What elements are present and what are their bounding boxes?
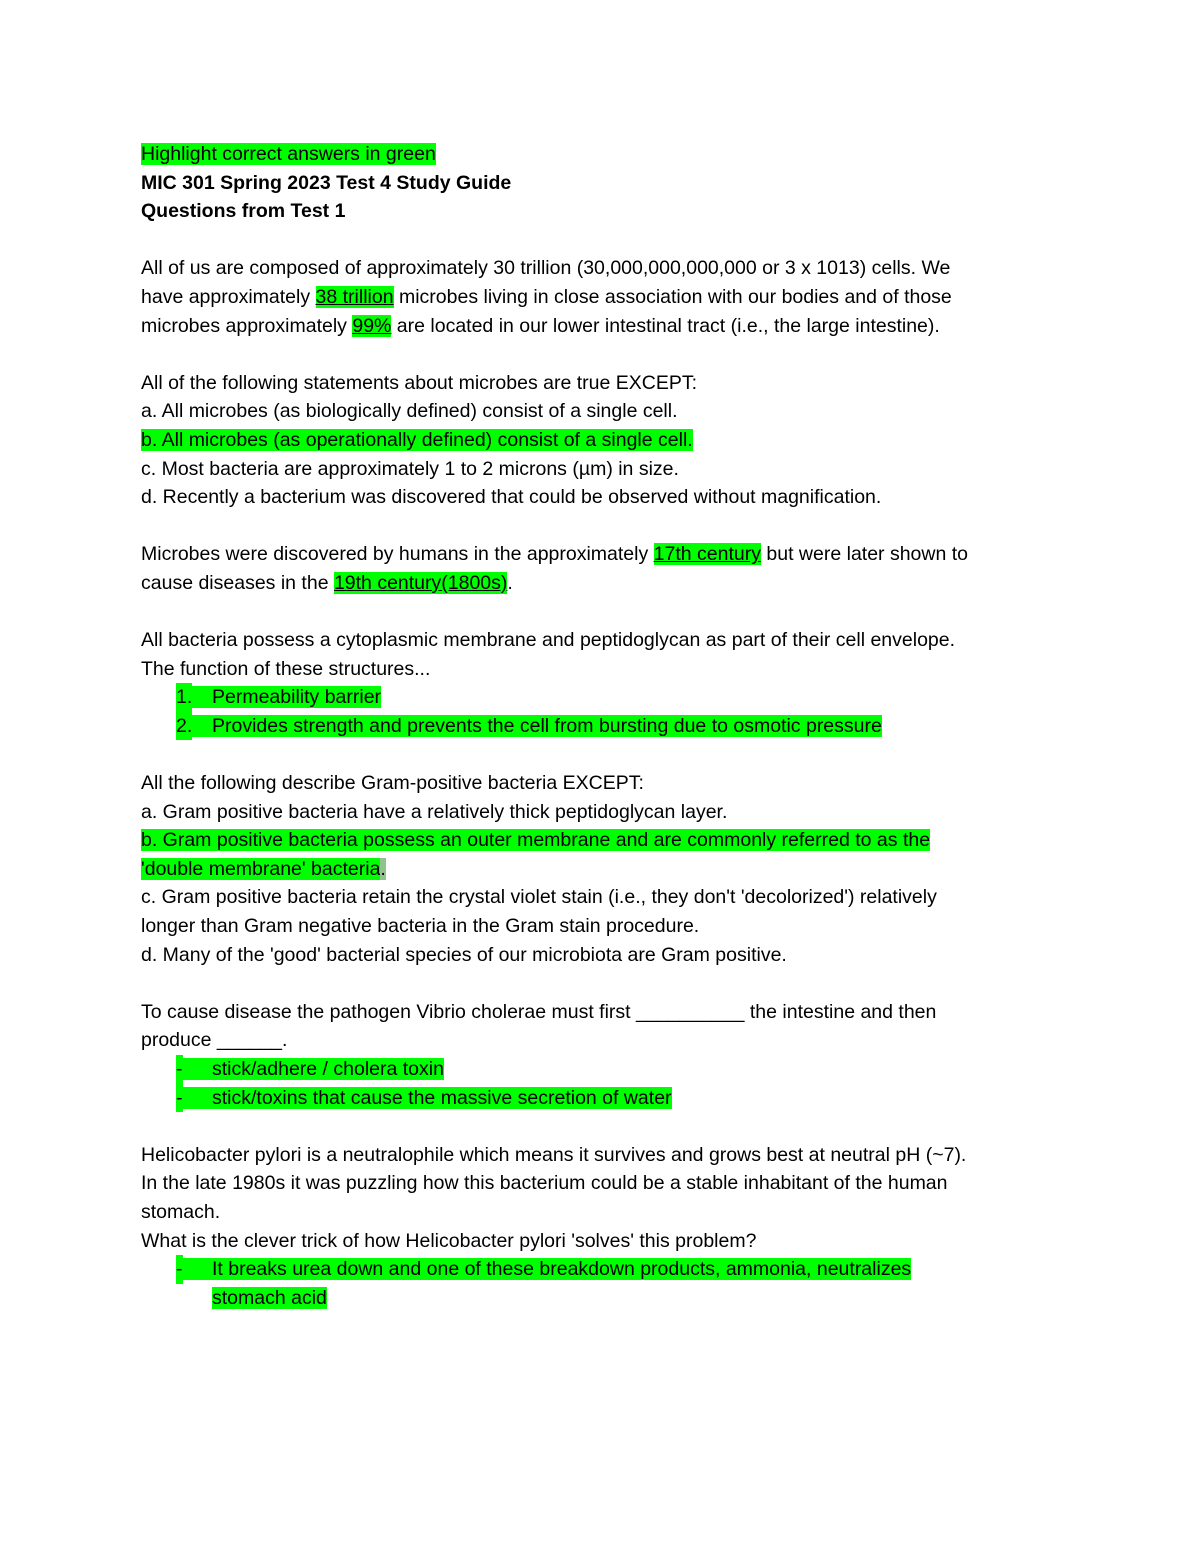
q5-option-b-line-1 [141, 826, 1060, 855]
q7-answer-continuation [141, 1284, 1060, 1313]
q5-option-c-line-1: c. Gram positive bacteria retain the crystal violet stain (i.e., they don't 'decolorized') relatively [141, 886, 937, 909]
instruction-text: Highlight correct answers in green [141, 143, 436, 165]
document-title: MIC 301 Spring 2023 Test 4 Study Guide [141, 171, 512, 194]
q3-line-1: Microbes were discovered by humans in the approximately 17th century but were later shown to [141, 543, 969, 566]
q1-line-1: All of us are composed of approximately 30 trillion (30,000,000,000,000 or 3 x 1013) cells. We [141, 257, 951, 280]
q7-answer-text-1: It breaks urea down and one of these breakdown products, ammonia, neutralizes [176, 1258, 911, 1280]
list-marker: 1. [176, 683, 192, 712]
q2-option-b [141, 426, 1060, 455]
q2-correct-answer: b. All microbes (as operationally defined) consist of a single cell. [141, 428, 693, 451]
q6-line-2: produce ______. [141, 1029, 288, 1052]
q1-answer-2: 99% [352, 314, 392, 337]
question-1 [141, 254, 1060, 340]
list-marker: - [176, 1084, 183, 1113]
q6-answer-text-1: stick/adhere / cholera toxin [176, 1058, 444, 1080]
list-marker: - [176, 1055, 183, 1084]
q7-line-1: Helicobacter pylori is a neutralophile which means it survives and grows best at neutral pH (~7). [141, 1143, 967, 1166]
q4-answer-text-2: Provides strength and prevents the cell from bursting due to osmotic pressure [176, 715, 882, 737]
section-heading: Questions from Test 1 [141, 200, 346, 223]
q6-line-1: To cause disease the pathogen Vibrio cholerae must first __________ the intestine and then [141, 1000, 937, 1023]
q7-line-2: In the late 1980s it was puzzling how this bacterium could be a stable inhabitant of the human [141, 1172, 948, 1195]
question-6 [141, 998, 1060, 1112]
q7-line-4: What is the clever trick of how Helicobacter pylori 'solves' this problem? [141, 1229, 757, 1252]
list-marker: 2. [176, 712, 192, 741]
q6-answer-item-1 [141, 1055, 1060, 1084]
q3-answer-2: 19th century(1800s) [333, 571, 508, 594]
question-7 [141, 1141, 1060, 1313]
q5-stem: All the following describe Gram-positive bacteria EXCEPT: [141, 772, 644, 795]
q7-answer-item [141, 1255, 1060, 1284]
question-3 [141, 540, 1060, 597]
q5-option-d: d. Many of the 'good' bacterial species of our microbiota are Gram positive. [141, 943, 787, 966]
q7-line-3: stomach. [141, 1200, 221, 1223]
q1-line-3: microbes approximately 99% are located in our lower intestinal tract (i.e., the large intestine). [141, 314, 940, 337]
question-5 [141, 769, 1060, 969]
instruction-line [141, 140, 1060, 169]
q5-option-a: a. Gram positive bacteria have a relatively thick peptidoglycan layer. [141, 800, 728, 823]
q2-option-c: c. Most bacteria are approximately 1 to 2 microns (µm) in size. [141, 457, 679, 480]
q2-option-d: d. Recently a bacterium was discovered that could be observed without magnification. [141, 486, 882, 509]
q2-stem: All of the following statements about microbes are true EXCEPT: [141, 371, 698, 394]
q6-answer-text-2: stick/toxins that cause the massive secretion of water [176, 1087, 672, 1109]
q3-line-2: cause diseases in the 19th century(1800s). [141, 571, 513, 594]
q4-line-2: The function of these structures... [141, 657, 431, 680]
q1-answer-1: 38 trillion [315, 285, 394, 308]
q4-answer-text-1: Permeability barrier [176, 686, 381, 708]
q2-option-a: a. All microbes (as biologically defined) consist of a single cell. [141, 400, 678, 423]
q4-answer-item-1 [141, 683, 1060, 712]
q7-answer-text-2: stomach acid [212, 1286, 327, 1309]
q5-option-c-line-2: longer than Gram negative bacteria in the Gram stain procedure. [141, 915, 700, 938]
q4-answer-item-2 [141, 712, 1060, 741]
q3-answer-1: 17th century [653, 543, 761, 566]
q4-line-1: All bacteria possess a cytoplasmic membrane and peptidoglycan as part of their cell envelope. [141, 629, 956, 652]
q5-correct-answer: b. Gram positive bacteria possess an outer membrane and are commonly referred to as the [141, 829, 931, 852]
question-4 [141, 626, 1060, 740]
q6-answer-item-2 [141, 1084, 1060, 1113]
q5-option-b-line-2: 'double membrane' bacteria. [141, 857, 386, 880]
q1-line-2: have approximately 38 trillion microbes living in close association with our bodies and of those [141, 285, 952, 308]
list-marker: - [176, 1255, 183, 1284]
question-2 [141, 369, 1060, 512]
